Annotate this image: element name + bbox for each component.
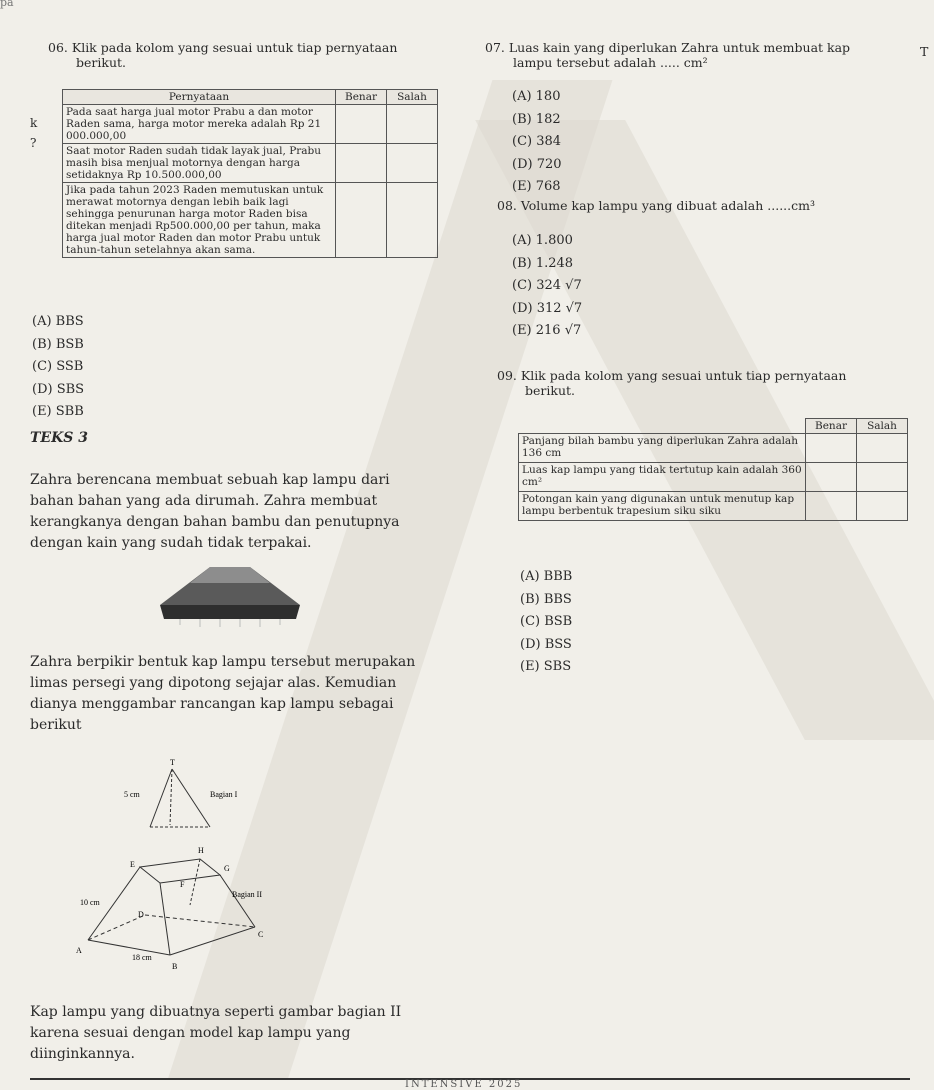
- footer-text: INTENSIVE 2025: [405, 1079, 523, 1090]
- teks3-description: [30, 652, 480, 736]
- table-row: [519, 434, 908, 463]
- statement-text: Panjang bilah bambu yang diperlukan Zahra adalah 136 cm: [519, 434, 806, 463]
- statement-text: Luas kap lampu yang tidak tertutup kain adalah 360 cm²: [519, 463, 806, 492]
- question-06-text: 06. Klik pada kolom yang sesuai untuk tiap pernyataan: [48, 40, 398, 55]
- option-b[interactable]: (B) BBS: [520, 591, 572, 607]
- salah-cell[interactable]: [387, 105, 438, 144]
- question-07-text-2: lampu tersebut adalah ..... cm²: [513, 55, 708, 70]
- teks3-conclusion: [30, 1002, 480, 1065]
- option-a[interactable]: (A) 1.800: [512, 233, 573, 248]
- conclusion-line: diinginkannya.: [30, 1046, 135, 1062]
- corner-fragment: pa: [0, 0, 14, 9]
- option-a[interactable]: (A) 180: [512, 89, 561, 104]
- col-pernyataan: Pernyataan: [63, 90, 336, 105]
- option-e[interactable]: (E) 216 √7: [512, 323, 582, 338]
- edge: [150, 769, 172, 827]
- salah-cell[interactable]: [857, 434, 908, 463]
- table-row: [519, 492, 908, 521]
- desc-line: dianya menggambar rancangan kap lampu sebagai: [30, 696, 394, 712]
- option-a[interactable]: (A) BBS: [32, 314, 84, 329]
- vertex-e-label: E: [130, 860, 135, 869]
- col-salah: Salah: [857, 419, 908, 434]
- option-e[interactable]: (E) SBB: [32, 404, 84, 419]
- statement-text: Potongan kain yang digunakan untuk menutup kap lampu berbentuk trapesium siku siku: [519, 492, 806, 521]
- base-length-label: 18 cm: [132, 953, 152, 962]
- vertex-d-label: D: [138, 910, 144, 919]
- desc-line: limas persegi yang dipotong sejajar alas. Kemudian: [30, 675, 397, 691]
- intro-line: kerangkanya dengan bahan bambu dan penutupnya: [30, 514, 400, 530]
- corner-mark: T: [920, 44, 929, 59]
- option-d[interactable]: (D) 720: [512, 156, 562, 172]
- option-e[interactable]: (E) 768: [512, 179, 561, 194]
- vertex-g-label: G: [224, 864, 230, 873]
- question-06: [48, 40, 468, 70]
- table-row: [63, 105, 438, 144]
- desc-line: Zahra berpikir bentuk kap lampu tersebut merupakan: [30, 654, 416, 670]
- benar-cell[interactable]: [336, 183, 387, 258]
- q09-table: [518, 418, 908, 521]
- salah-cell[interactable]: [857, 463, 908, 492]
- table-row: [519, 463, 908, 492]
- height-label: 10 cm: [80, 898, 100, 907]
- teks3-title: TEKS 3: [30, 430, 88, 446]
- col-blank: [519, 419, 806, 434]
- margin-mark: ?: [30, 136, 37, 150]
- statement-text: Jika pada tahun 2023 Raden memutuskan untuk merawat motornya dengan lebih baik lagi sehingga penurunan harga motor Raden bisa ditekan menjadi Rp500.000,00 per tahun, maka harga jual motor Raden dan motor Prabu untuk tahun-tahun setelahnya akan sama.: [63, 183, 336, 258]
- option-b[interactable]: (B) 1.248: [512, 255, 574, 271]
- col-benar: Benar: [806, 419, 857, 434]
- option-c[interactable]: (C) SSB: [32, 359, 84, 374]
- col-salah: Salah: [387, 90, 438, 105]
- margin-mark: k: [30, 116, 38, 130]
- option-c[interactable]: (C) BSB: [520, 614, 573, 629]
- teks3-intro: [30, 470, 480, 554]
- vertex-c-label: C: [258, 930, 264, 939]
- option-b[interactable]: (B) 182: [512, 111, 561, 127]
- statement-text: Saat motor Raden sudah tidak layak jual, Prabu masih bisa menjual motornya dengan harga setidaknya Rp 10.500.000,00: [63, 144, 336, 183]
- vertex-t-label: T: [170, 758, 175, 767]
- q09-options: [520, 566, 572, 679]
- conclusion-line: Kap lampu yang dibuatnya seperti gambar bagian II: [30, 1004, 402, 1020]
- question-09-text: 09. Klik pada kolom yang sesuai untuk tiap pernyataan: [497, 368, 847, 383]
- q06-table: [62, 89, 438, 258]
- benar-cell[interactable]: [336, 105, 387, 144]
- slant-length-label: 5 cm: [124, 790, 140, 799]
- salah-cell[interactable]: [387, 183, 438, 258]
- option-e[interactable]: (E) SBS: [520, 659, 572, 674]
- frustum-diagram: [60, 755, 300, 985]
- benar-cell[interactable]: [806, 492, 857, 521]
- intro-line: bahan bahan yang ada dirumah. Zahra membuat: [30, 493, 378, 509]
- q06-options: [32, 311, 84, 424]
- vertex-a-label: A: [76, 946, 82, 955]
- option-d[interactable]: (D) 312 √7: [512, 300, 583, 316]
- option-c[interactable]: (C) 324 √7: [512, 278, 582, 293]
- table-row: [63, 183, 438, 258]
- lamp-shade-photo: [150, 555, 310, 635]
- question-09: [497, 368, 917, 398]
- question-06-text-2: berikut.: [76, 55, 126, 70]
- intro-line: dengan kain yang sudah tidak terpakai.: [30, 535, 312, 551]
- option-b[interactable]: (B) BSB: [32, 336, 84, 352]
- vertex-b-label: B: [172, 962, 178, 971]
- col-benar: Benar: [336, 90, 387, 105]
- benar-cell[interactable]: [336, 144, 387, 183]
- salah-cell[interactable]: [387, 144, 438, 183]
- option-c[interactable]: (C) 384: [512, 134, 562, 149]
- benar-cell[interactable]: [806, 463, 857, 492]
- intro-line: Zahra berencana membuat sebuah kap lampu dari: [30, 472, 390, 488]
- q07-options: [512, 86, 562, 199]
- option-d[interactable]: (D) SBS: [32, 381, 85, 397]
- question-07: [485, 40, 915, 70]
- desc-line: berikut: [30, 717, 82, 733]
- question-07-text: 07. Luas kain yang diperlukan Zahra untuk membuat kap: [485, 40, 851, 55]
- statement-text: Pada saat harga jual motor Prabu a dan motor Raden sama, harga motor mereka adalah Rp 21 000.000,00: [63, 105, 336, 144]
- option-d[interactable]: (D) BSS: [520, 636, 572, 652]
- vertex-h-label: H: [198, 846, 204, 855]
- part-1-label: Bagian I: [210, 790, 238, 799]
- edge: [172, 769, 210, 827]
- question-09-text-2: berikut.: [525, 383, 575, 398]
- option-a[interactable]: (A) BBB: [520, 569, 573, 584]
- benar-cell[interactable]: [806, 434, 857, 463]
- conclusion-line: karena sesuai dengan model kap lampu yang: [30, 1025, 351, 1041]
- part-2-label: Bagian II: [232, 890, 262, 899]
- table-row: [63, 144, 438, 183]
- vertex-f-label: F: [180, 880, 185, 889]
- q08-options: [512, 230, 582, 343]
- salah-cell[interactable]: [857, 492, 908, 521]
- question-08-text: 08. Volume kap lampu yang dibuat adalah ......cm³: [497, 198, 815, 213]
